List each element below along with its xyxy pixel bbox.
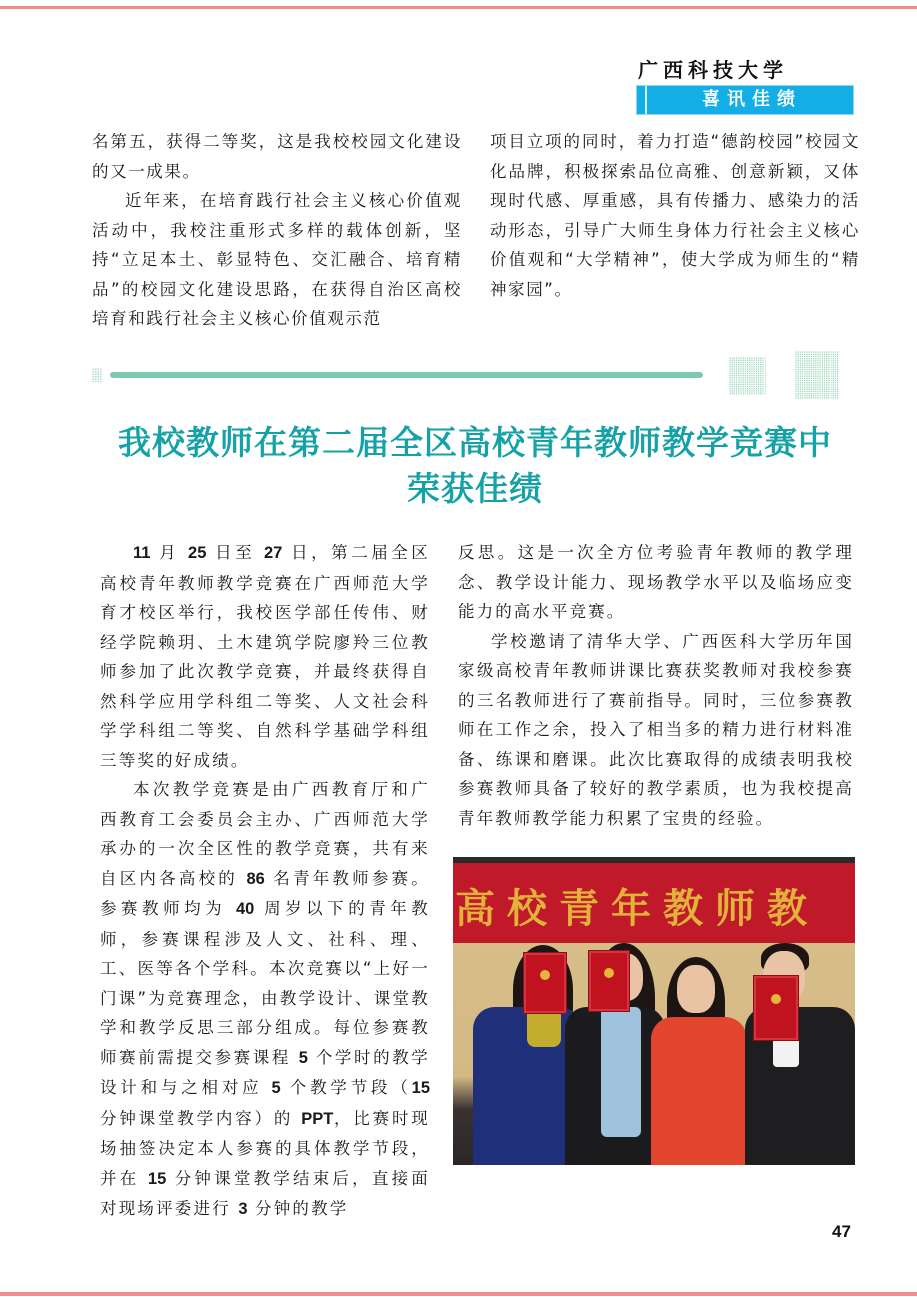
number: 5 bbox=[271, 1079, 281, 1097]
text: 分钟课堂教学结束后，直接面对现场评委进行 bbox=[100, 1168, 430, 1218]
award-photo bbox=[453, 857, 855, 1165]
number: 15 bbox=[147, 1169, 167, 1188]
text: 个教学节段（ bbox=[280, 1078, 412, 1097]
article-headline bbox=[80, 420, 870, 512]
paragraph bbox=[100, 538, 430, 775]
paragraph bbox=[100, 775, 430, 1225]
previous-article-right-column bbox=[490, 127, 860, 304]
section-divider bbox=[0, 360, 917, 410]
number: 27 bbox=[264, 544, 283, 562]
text: 日至 bbox=[206, 543, 264, 562]
text: 月 bbox=[150, 543, 189, 562]
number: 15 bbox=[411, 1079, 430, 1097]
paragraph: 学校邀请了清华大学、广西医科大学历年国家级高校青年教师讲课比赛获奖教师对我校参赛的三名教师进行了赛前指导。同时，三位参赛教师在工作之余，投入了相当多的精力进行材料准备、练课和磨课。此次比赛取得的成绩表明我校参赛教师具备了较好的教学素质，也为我校提高青年教师教学能力积累了宝贵的经验。 bbox=[458, 631, 854, 828]
number: 3 bbox=[238, 1200, 248, 1218]
previous-article-left-column bbox=[92, 127, 462, 334]
dot-pattern-icon bbox=[92, 368, 102, 382]
top-decorative-rule bbox=[0, 6, 917, 9]
headline-line-2: 荣获佳绩 bbox=[407, 469, 543, 508]
number: 11 bbox=[133, 544, 151, 562]
photo-banner bbox=[453, 857, 855, 943]
article-right-column bbox=[458, 538, 854, 833]
paragraph: 近年来，在培育践行社会主义核心价值观活动中，我校注重形式多样的载体创新，坚持“立足本土、彰显特色、交汇融合、培育精品”的校园文化建设思路，在获得自治区高校培育和践行社会主义核心价值观示范 bbox=[92, 191, 462, 328]
number: 5 bbox=[298, 1048, 308, 1067]
number: PPT bbox=[301, 1109, 334, 1128]
number: 86 bbox=[246, 869, 265, 888]
text: ，比赛时现场抽签决定本人参赛的具体教学节段，并在 bbox=[100, 1108, 431, 1188]
paragraph: 名第五，获得二等奖，这是我校校园文化建设的又一成果。 bbox=[92, 132, 462, 181]
page-number: 47 bbox=[832, 1222, 851, 1241]
masthead bbox=[636, 58, 856, 110]
divider-bar bbox=[110, 372, 703, 378]
certificate-icon bbox=[753, 975, 799, 1041]
grid-pattern-icon bbox=[795, 351, 840, 399]
text: 名青年教师参赛。参赛教师均为 bbox=[100, 868, 430, 918]
text: 分钟的教学 bbox=[247, 1199, 349, 1218]
paragraph: 反思。这是一次全方位考验青年教师的教学理念、教学设计能力、现场教学水平以及临场应变能力的高水平竞赛。 bbox=[458, 543, 854, 621]
certificate-icon bbox=[588, 950, 630, 1012]
paragraph: 项目立项的同时，着力打造“德韵校园”校园文化品牌，积极探索品位高雅、创意新颖，又体现时代感、厚重感，具有传播力、感染力的活动形态，引导广大师生身体力行社会主义核心价值观和“大学精神”，使大学成为师生的“精神家园”。 bbox=[490, 132, 860, 299]
banner-text: 高校青年教师教 bbox=[455, 886, 819, 932]
text: 本次教学竞赛是由广西教育厅和广西教育工会委员会主办、广西师范大学承办的一次全区性的教学竞赛，共有来自区内各高校的 bbox=[100, 780, 430, 888]
text: 日，第二届全区高校青年教师教学竞赛在广西师范大学育才校区举行，我校医学部任传伟、财经学院赖玥、土木建筑学院廖羚三位教师参加了此次教学竞赛，并最终获得自然科学应用学科组二等奖、人文社会科学学科组二等奖、自然科学基础学科组三等奖的好成绩。 bbox=[100, 543, 430, 770]
headline-line-1: 我校教师在第二届全区高校青年教师教学竞赛中 bbox=[118, 423, 832, 462]
bottom-decorative-rule bbox=[0, 1292, 917, 1296]
text: 分钟课堂教学内容）的 bbox=[100, 1108, 302, 1128]
text: 个学时的教学设计和与之相对应 bbox=[100, 1047, 430, 1097]
article-left-column bbox=[100, 538, 430, 1225]
number: 25 bbox=[188, 544, 207, 562]
text: 周岁以下的青年教师，参赛课程涉及人文、社科、理、工、医等各个学科。本次竞赛以“上好一门课”为竞赛理念，由教学设计、课堂教学和教学反思三部分组成。每位参赛教师赛前需提交参赛课程 bbox=[100, 899, 430, 1067]
grid-pattern-icon bbox=[729, 357, 766, 395]
publication-title: 广西科技大学 bbox=[638, 58, 788, 82]
section-label: 喜讯佳绩 bbox=[702, 89, 802, 110]
section-banner bbox=[636, 85, 854, 115]
certificate-icon bbox=[523, 952, 567, 1014]
number: 40 bbox=[235, 900, 255, 918]
